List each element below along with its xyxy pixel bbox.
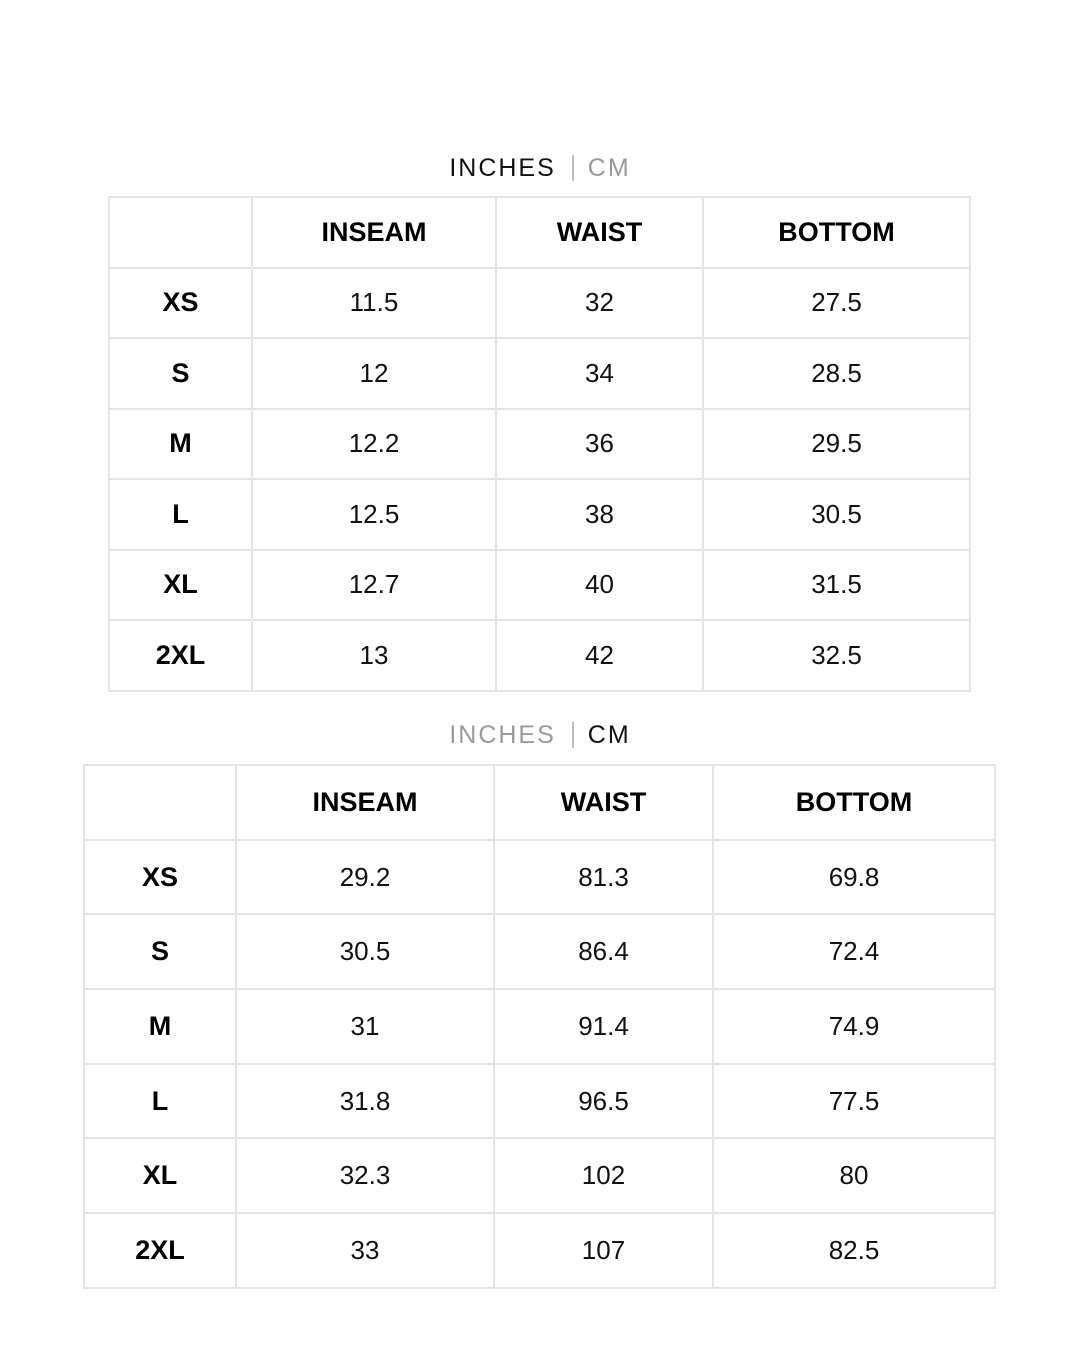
size-label: S xyxy=(109,338,252,409)
table-row xyxy=(84,840,995,915)
bottom-value: 72.4 xyxy=(713,914,995,989)
toggle-separator xyxy=(572,722,574,748)
size-chart-cm xyxy=(83,764,996,1289)
bottom-value: 80 xyxy=(713,1138,995,1213)
waist-value: 38 xyxy=(496,479,703,550)
waist-value: 32 xyxy=(496,268,703,339)
waist-value: 91.4 xyxy=(494,989,713,1064)
bottom-value: 31.5 xyxy=(703,550,970,621)
header-cell-waist: WAIST xyxy=(496,197,703,268)
inseam-value: 12.7 xyxy=(252,550,496,621)
header-cell-waist: WAIST xyxy=(494,765,713,840)
waist-value: 96.5 xyxy=(494,1064,713,1139)
header-cell-bottom: BOTTOM xyxy=(713,765,995,840)
bottom-value: 82.5 xyxy=(713,1213,995,1288)
toggle-separator xyxy=(572,155,574,181)
table-row xyxy=(109,479,970,550)
waist-value: 102 xyxy=(494,1138,713,1213)
header-cell-inseam: INSEAM xyxy=(252,197,496,268)
size-label: L xyxy=(109,479,252,550)
bottom-value: 28.5 xyxy=(703,338,970,409)
inches-tab[interactable]: INCHES xyxy=(449,154,556,183)
waist-value: 42 xyxy=(496,620,703,691)
table-row xyxy=(109,338,970,409)
size-label: XS xyxy=(109,268,252,339)
bottom-value: 74.9 xyxy=(713,989,995,1064)
table-header-row xyxy=(84,765,995,840)
size-label: M xyxy=(84,989,236,1064)
size-label: S xyxy=(84,914,236,989)
inseam-value: 30.5 xyxy=(236,914,494,989)
waist-value: 34 xyxy=(496,338,703,409)
inseam-value: 13 xyxy=(252,620,496,691)
table-row xyxy=(84,1138,995,1213)
size-label: XL xyxy=(84,1138,236,1213)
bottom-value: 77.5 xyxy=(713,1064,995,1139)
table-row xyxy=(109,409,970,480)
cm-tab[interactable]: CM xyxy=(587,721,631,750)
inseam-value: 12.5 xyxy=(252,479,496,550)
cm-tab[interactable]: CM xyxy=(587,154,631,183)
table-row xyxy=(109,268,970,339)
table-header-row xyxy=(109,197,970,268)
size-label: XL xyxy=(109,550,252,621)
table-row xyxy=(109,550,970,621)
table-row xyxy=(84,1213,995,1288)
table-row xyxy=(84,1064,995,1139)
bottom-value: 32.5 xyxy=(703,620,970,691)
size-label: 2XL xyxy=(109,620,252,691)
bottom-value: 69.8 xyxy=(713,840,995,915)
waist-value: 107 xyxy=(494,1213,713,1288)
inseam-value: 32.3 xyxy=(236,1138,494,1213)
waist-value: 40 xyxy=(496,550,703,621)
header-cell-inseam: INSEAM xyxy=(236,765,494,840)
unit-toggle-inches-chart xyxy=(0,152,1080,182)
bottom-value: 29.5 xyxy=(703,409,970,480)
waist-value: 81.3 xyxy=(494,840,713,915)
waist-value: 36 xyxy=(496,409,703,480)
inseam-value: 29.2 xyxy=(236,840,494,915)
bottom-value: 27.5 xyxy=(703,268,970,339)
table-row xyxy=(84,914,995,989)
waist-value: 86.4 xyxy=(494,914,713,989)
size-chart-inches xyxy=(108,196,971,692)
table-row xyxy=(84,989,995,1064)
size-label: 2XL xyxy=(84,1213,236,1288)
table-row xyxy=(109,620,970,691)
inseam-value: 11.5 xyxy=(252,268,496,339)
header-cell-bottom: BOTTOM xyxy=(703,197,970,268)
inches-tab[interactable]: INCHES xyxy=(449,721,556,750)
size-label: L xyxy=(84,1064,236,1139)
size-label: XS xyxy=(84,840,236,915)
bottom-value: 30.5 xyxy=(703,479,970,550)
header-cell-empty xyxy=(84,765,236,840)
inseam-value: 12.2 xyxy=(252,409,496,480)
inseam-value: 33 xyxy=(236,1213,494,1288)
inseam-value: 12 xyxy=(252,338,496,409)
inseam-value: 31 xyxy=(236,989,494,1064)
inseam-value: 31.8 xyxy=(236,1064,494,1139)
header-cell-empty xyxy=(109,197,252,268)
size-label: M xyxy=(109,409,252,480)
unit-toggle-cm-chart xyxy=(0,719,1080,749)
